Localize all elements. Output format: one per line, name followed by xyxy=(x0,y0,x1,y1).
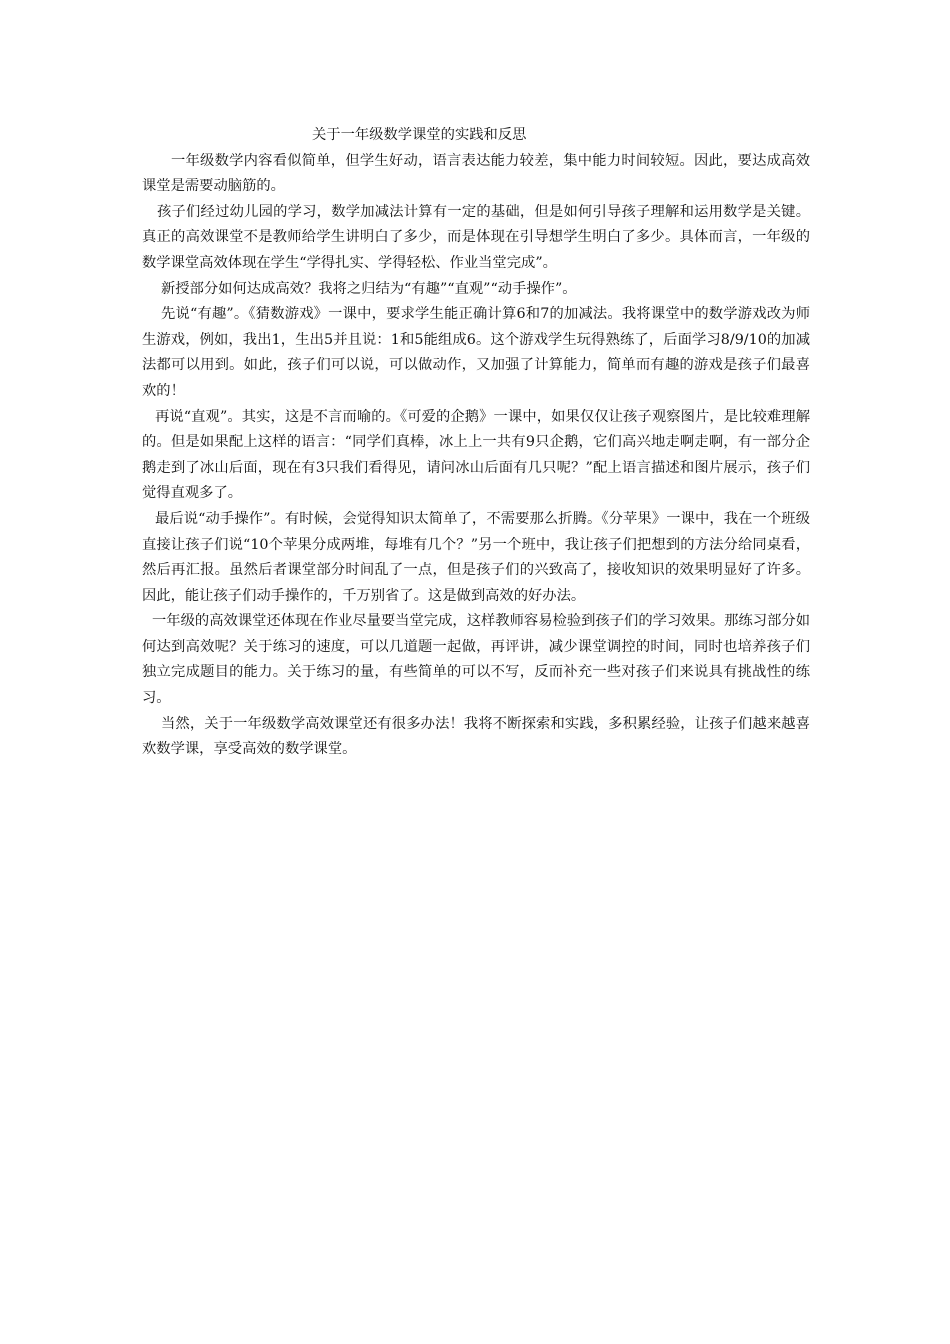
paragraph-intro: 一年级数学内容看似简单，但学生好动，语言表达能力较差，集中能力时间较短。因此，要达成高效课堂是需要动脑筋的。 xyxy=(142,152,810,195)
paragraph-new-lesson: 新授部分如何达成高效？我将之归结为“有趣”“直观”“动手操作”。 xyxy=(161,280,577,297)
paragraph-hands-on: 最后说“动手操作”。有时候，会觉得知识太简单了，不需要那么折腾。《分苹果》一课中，我在一个班级直接让孩子们说“10个苹果分成两堆，每堆有几个？”另一个班中，我让孩子们把想到的方法分给同桌看，然后再汇报。虽然后者课堂部分时间乱了一点，但是孩子们的兴致高了，接收知识的效果明显好了许多。因此，能让孩子们动手操作的，千万别省了。这是做到高效的好办法。 xyxy=(142,510,810,604)
paragraph-intuitive: 再说“直观”。其实，这是不言而喻的。《可爱的企鹅》一课中，如果仅仅让孩子观察图片，是比较难理解的。但是如果配上这样的语言：“同学们真棒，冰上上一共有9只企鹅，它们高兴地走啊走啊，有一部分企鹅走到了冰山后面，现在有3只我们看得见，请问冰山后面有几只呢？”配上语言描述和图片展示，孩子们觉得直观多了。 xyxy=(142,408,810,502)
document-body xyxy=(142,123,810,763)
paragraph-interesting: 先说“有趣”。《猜数游戏》一课中，要求学生能正确计算6和7的加减法。我将课堂中的数学游戏改为师生游戏，例如，我出1，生出5并且说：1和5能组成6。这个游戏学生玩得熟练了，后面学习8/9/10的加减法都可以用到。如此，孩子们可以说，可以做动作，又加强了计算能力，简单而有趣的游戏是孩子们最喜欢的！ xyxy=(142,306,810,399)
paragraph-conclusion: 当然，关于一年级数学高效课堂还有很多办法！我将不断探索和实践，多积累经验，让孩子们越来越喜欢数学课，享受高效的数学课堂。 xyxy=(142,715,810,758)
document-title: 关于一年级数学课堂的实践和反思 xyxy=(312,127,527,143)
paragraph-homework: 一年级的高效课堂还体现在作业尽量要当堂完成，这样教师容易检验到孩子们的学习效果。那练习部分如何达到高效呢？关于练习的速度，可以几道题一起做，再评讲，减少课堂调控的时间，同时也培养孩子们独立完成题目的能力。关于练习的量，有些简单的可以不写，反而补充一些对孩子们来说具有挑战性的练习。 xyxy=(142,613,810,707)
paragraph-background: 孩子们经过幼儿园的学习，数学加减法计算有一定的基础，但是如何引导孩子理解和运用数学是关键。真正的高效课堂不是教师给学生讲明白了多少，而是体现在引导想学生明白了多少。具体而言，一年级的数学课堂高效体现在学生“学得扎实、学得轻松、作业当堂完成”。 xyxy=(142,203,810,271)
